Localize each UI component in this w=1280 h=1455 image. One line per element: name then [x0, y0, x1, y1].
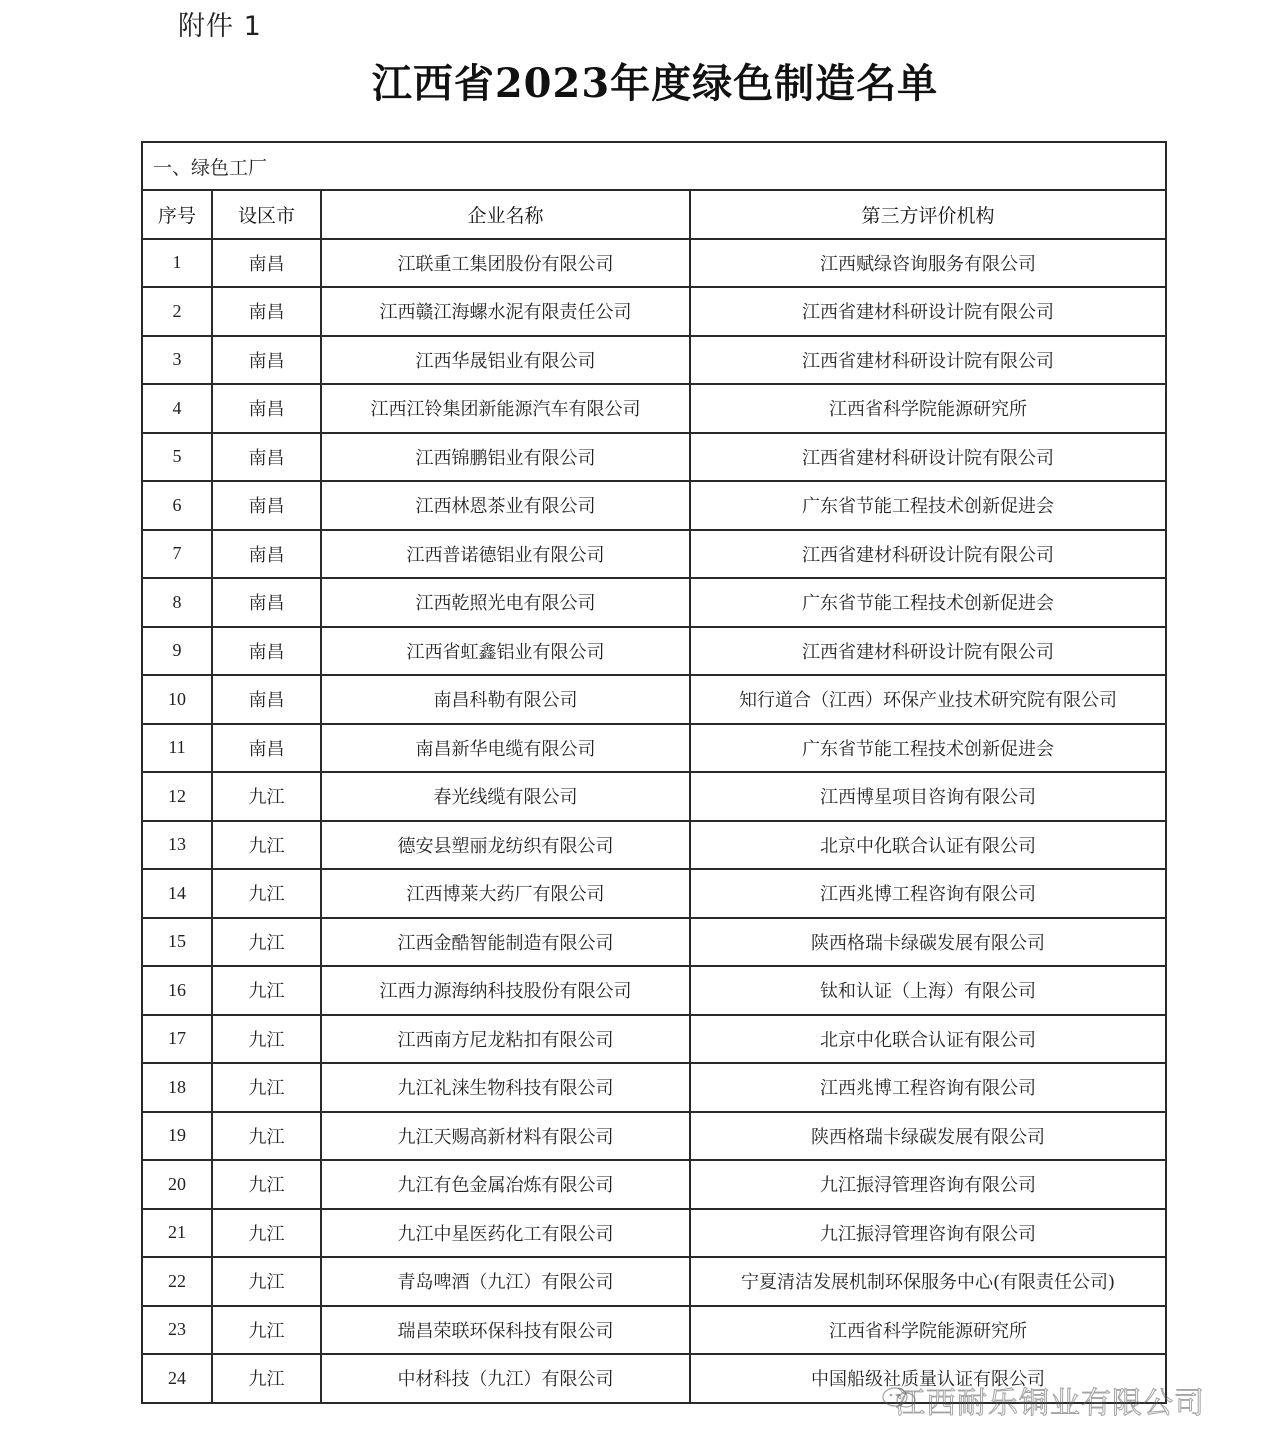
row-number: 17 [142, 1015, 212, 1064]
section-title: 一、绿色工厂 [142, 142, 1166, 190]
column-header-no: 序号 [142, 190, 212, 239]
table-row [142, 1209, 1166, 1258]
row-company: 九江天赐高新材料有限公司 [321, 1112, 690, 1161]
row-evaluator: 江西赋绿咨询服务有限公司 [690, 239, 1166, 288]
row-city: 九江 [212, 772, 321, 821]
row-number: 6 [142, 481, 212, 530]
row-city: 南昌 [212, 287, 321, 336]
row-city: 南昌 [212, 578, 321, 627]
row-city: 南昌 [212, 627, 321, 676]
row-evaluator: 北京中化联合认证有限公司 [690, 1015, 1166, 1064]
table-row [142, 1257, 1166, 1306]
attachment-label: 附件 1 [178, 11, 262, 42]
row-number: 2 [142, 287, 212, 336]
row-evaluator: 北京中化联合认证有限公司 [690, 821, 1166, 870]
row-city: 南昌 [212, 384, 321, 433]
row-number: 15 [142, 918, 212, 967]
row-number: 7 [142, 530, 212, 579]
row-city: 九江 [212, 1015, 321, 1064]
row-city: 九江 [212, 1209, 321, 1258]
row-company: 江西南方尼龙粘扣有限公司 [321, 1015, 690, 1064]
row-number: 3 [142, 336, 212, 385]
table-row [142, 1306, 1166, 1355]
header-row [142, 190, 1166, 239]
table-row [142, 336, 1166, 385]
row-city: 南昌 [212, 481, 321, 530]
row-number: 24 [142, 1354, 212, 1403]
row-company: 德安县塑丽龙纺织有限公司 [321, 821, 690, 870]
row-company: 江西锦鹏铝业有限公司 [321, 433, 690, 482]
row-company: 江西普诺德铝业有限公司 [321, 530, 690, 579]
row-number: 20 [142, 1160, 212, 1209]
table-row [142, 287, 1166, 336]
row-city: 九江 [212, 1160, 321, 1209]
row-evaluator: 江西省建材科研设计院有限公司 [690, 627, 1166, 676]
table-row [142, 481, 1166, 530]
row-evaluator: 中国船级社质量认证有限公司 [690, 1354, 1166, 1403]
row-city: 九江 [212, 1063, 321, 1112]
row-number: 13 [142, 821, 212, 870]
row-number: 16 [142, 966, 212, 1015]
row-city: 九江 [212, 1112, 321, 1161]
row-evaluator: 江西省建材科研设计院有限公司 [690, 530, 1166, 579]
row-evaluator: 江西兆博工程咨询有限公司 [690, 1063, 1166, 1112]
table-row [142, 821, 1166, 870]
table-row [142, 1015, 1166, 1064]
document-title: 江西省2023年度绿色制造名单 [371, 60, 939, 107]
table-row [142, 1112, 1166, 1161]
row-city: 南昌 [212, 336, 321, 385]
row-company: 青岛啤酒（九江）有限公司 [321, 1257, 690, 1306]
row-company: 江西力源海纳科技股份有限公司 [321, 966, 690, 1015]
row-city: 九江 [212, 1257, 321, 1306]
row-number: 8 [142, 578, 212, 627]
table-row [142, 918, 1166, 967]
table-row [142, 530, 1166, 579]
row-city: 南昌 [212, 239, 321, 288]
row-company: 九江中星医药化工有限公司 [321, 1209, 690, 1258]
row-evaluator: 广东省节能工程技术创新促进会 [690, 481, 1166, 530]
row-number: 14 [142, 869, 212, 918]
table-row [142, 966, 1166, 1015]
row-evaluator: 广东省节能工程技术创新促进会 [690, 724, 1166, 773]
row-number: 5 [142, 433, 212, 482]
row-evaluator: 钛和认证（上海）有限公司 [690, 966, 1166, 1015]
table-row [142, 675, 1166, 724]
table-row [142, 384, 1166, 433]
row-evaluator: 江西省建材科研设计院有限公司 [690, 433, 1166, 482]
row-number: 1 [142, 239, 212, 288]
column-header-city: 设区市 [212, 190, 321, 239]
column-header-evaluator: 第三方评价机构 [690, 190, 1166, 239]
row-company: 江西博莱大药厂有限公司 [321, 869, 690, 918]
row-company: 南昌科勒有限公司 [321, 675, 690, 724]
row-number: 19 [142, 1112, 212, 1161]
row-company: 江西林恩茶业有限公司 [321, 481, 690, 530]
row-evaluator: 九江振浔管理咨询有限公司 [690, 1160, 1166, 1209]
row-evaluator: 陕西格瑞卡绿碳发展有限公司 [690, 1112, 1166, 1161]
row-company: 九江礼涞生物科技有限公司 [321, 1063, 690, 1112]
row-evaluator: 知行道合（江西）环保产业技术研究院有限公司 [690, 675, 1166, 724]
row-evaluator: 江西省科学院能源研究所 [690, 384, 1166, 433]
row-city: 九江 [212, 1354, 321, 1403]
row-company: 江西金酷智能制造有限公司 [321, 918, 690, 967]
table-row [142, 239, 1166, 288]
row-evaluator: 江西省科学院能源研究所 [690, 1306, 1166, 1355]
row-number: 4 [142, 384, 212, 433]
row-company: 南昌新华电缆有限公司 [321, 724, 690, 773]
row-company: 春光线缆有限公司 [321, 772, 690, 821]
table-row [142, 627, 1166, 676]
row-city: 九江 [212, 966, 321, 1015]
row-city: 九江 [212, 1306, 321, 1355]
row-number: 12 [142, 772, 212, 821]
row-number: 21 [142, 1209, 212, 1258]
row-evaluator: 江西省建材科研设计院有限公司 [690, 287, 1166, 336]
row-company: 中材科技（九江）有限公司 [321, 1354, 690, 1403]
row-number: 23 [142, 1306, 212, 1355]
row-number: 18 [142, 1063, 212, 1112]
section-row [142, 142, 1166, 190]
table-row [142, 1160, 1166, 1209]
row-city: 九江 [212, 918, 321, 967]
row-evaluator: 陕西格瑞卡绿碳发展有限公司 [690, 918, 1166, 967]
row-number: 22 [142, 1257, 212, 1306]
row-number: 10 [142, 675, 212, 724]
row-company: 江西乾照光电有限公司 [321, 578, 690, 627]
table-row [142, 433, 1166, 482]
row-evaluator: 九江振浔管理咨询有限公司 [690, 1209, 1166, 1258]
row-evaluator: 江西省建材科研设计院有限公司 [690, 336, 1166, 385]
row-city: 九江 [212, 869, 321, 918]
table-row [142, 578, 1166, 627]
row-company: 瑞昌荣联环保科技有限公司 [321, 1306, 690, 1355]
table-row [142, 772, 1166, 821]
green-factory-table [141, 141, 1167, 1404]
row-city: 南昌 [212, 530, 321, 579]
row-evaluator: 宁夏清洁发展机制环保服务中心(有限责任公司) [690, 1257, 1166, 1306]
row-evaluator: 江西兆博工程咨询有限公司 [690, 869, 1166, 918]
table-row [142, 724, 1166, 773]
row-evaluator: 广东省节能工程技术创新促进会 [690, 578, 1166, 627]
row-company: 江西华晟铝业有限公司 [321, 336, 690, 385]
row-company: 江西省虹鑫铝业有限公司 [321, 627, 690, 676]
watermark-text: 江西耐乐铜业有限公司 [895, 1386, 1205, 1421]
row-company: 江联重工集团股份有限公司 [321, 239, 690, 288]
row-number: 9 [142, 627, 212, 676]
column-header-company: 企业名称 [321, 190, 690, 239]
row-company: 九江有色金属冶炼有限公司 [321, 1160, 690, 1209]
row-evaluator: 江西博星项目咨询有限公司 [690, 772, 1166, 821]
row-city: 南昌 [212, 433, 321, 482]
row-city: 九江 [212, 821, 321, 870]
table-row [142, 1063, 1166, 1112]
row-city: 南昌 [212, 675, 321, 724]
row-city: 南昌 [212, 724, 321, 773]
row-company: 江西江铃集团新能源汽车有限公司 [321, 384, 690, 433]
row-number: 11 [142, 724, 212, 773]
row-company: 江西赣江海螺水泥有限责任公司 [321, 287, 690, 336]
table-row [142, 869, 1166, 918]
